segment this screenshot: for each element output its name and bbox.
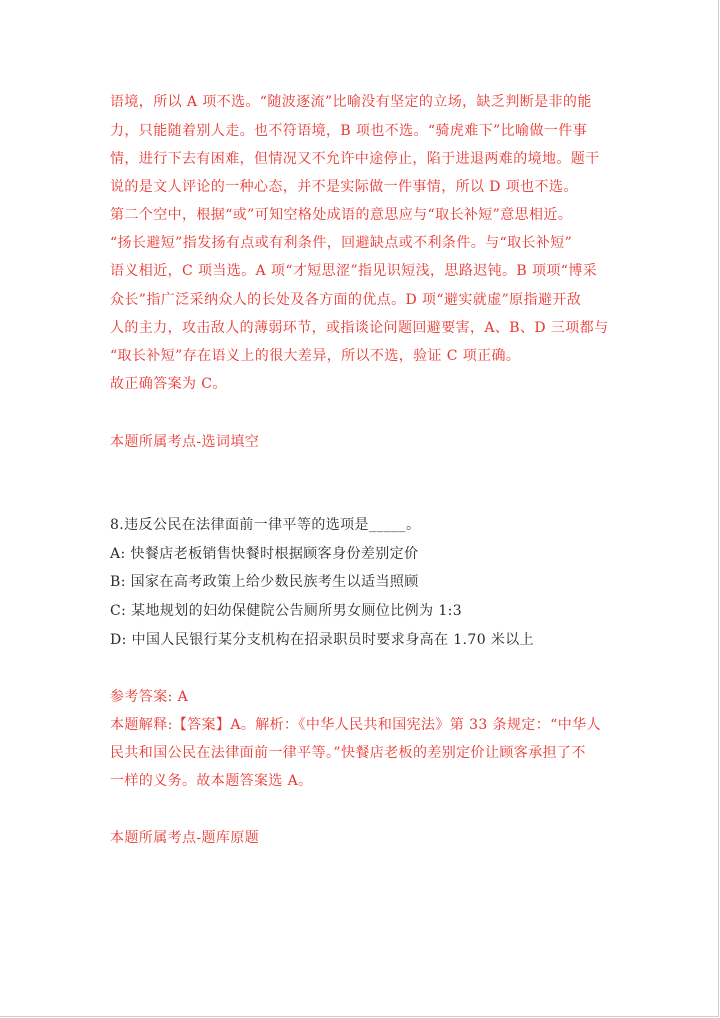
- option-d: D: 中国人民银行某分支机构在招录职员时要求身高在 1.70 米以上: [110, 632, 535, 648]
- explanation-line: 力，只能随着别人走。也不符语境，B 项也不选。“骑虎难下”比喻做一件事: [110, 123, 588, 139]
- question-stem: 8.违反公民在法律面前一律平等的选项是_____。: [110, 517, 421, 533]
- explanation-line: 情，进行下去有困难，但情况又不允许中途停止，陷于进退两难的境地。题干: [110, 151, 600, 167]
- topic-label: 本题所属考点-题库原题: [110, 830, 260, 846]
- explanation-line: 语义相近，C 项当选。A 项“才短思涩”指见识短浅，思路迟钝。B 项项“博采: [110, 263, 598, 279]
- reference-answer: 参考答案: A: [110, 689, 189, 705]
- option-c: C: 某地规划的妇幼保健院公告厕所男女厕位比例为 1:3: [110, 603, 463, 619]
- explanation-line: 人的主力，攻击敌人的薄弱环节，或指谈论问题回避要害，A、B、D 三项都与: [110, 320, 609, 336]
- explanation-line: 说的是文人评论的一种心态，并不是实际做一件事情，所以 D 项也不选。: [110, 179, 578, 195]
- explanation-line: 第二个空中，根据“或”可知空格处成语的意思应与“取长补短”意思相近。: [110, 207, 573, 223]
- answer-explanation-line: 本题解释:【答案】A。解析：《中华人民共和国宪法》第 33 条规定：“中华人: [110, 717, 601, 733]
- explanation-line: 众长”指广泛采纳众人的长处及各方面的优点。D 项“避实就虚”原指避开敌: [110, 292, 582, 308]
- answer-explanation-line: 民共和国公民在法律面前一律平等。”快餐店老板的差别定价让顾客承担了不: [110, 745, 586, 761]
- final-answer-line: 故正确答案为 C。: [110, 376, 227, 392]
- explanation-line: “取长补短”存在语义上的很大差异，所以不选，验证 C 项正确。: [110, 348, 521, 364]
- option-b: B: 国家在高考政策上给少数民族考生以适当照顾: [110, 574, 419, 590]
- option-a: A: 快餐店老板销售快餐时根据顾客身份差别定价: [110, 546, 419, 562]
- explanation-line: 语境，所以 A 项不选。“随波逐流”比喻没有坚定的立场，缺乏判断是非的能: [110, 94, 592, 110]
- explanation-line: “扬长避短”指发扬有点或有利条件，回避缺点或不利条件。与“取长补短”: [110, 235, 573, 251]
- answer-explanation-line: 一样的义务。故本题答案选 A。: [110, 773, 313, 789]
- topic-label: 本题所属考点-选词填空: [110, 434, 260, 450]
